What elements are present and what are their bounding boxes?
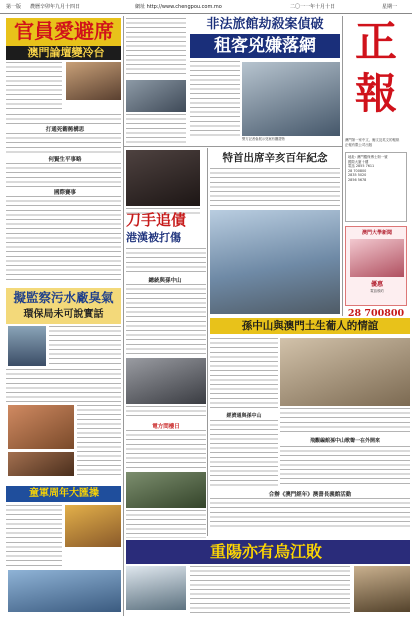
photo-official bbox=[8, 326, 46, 366]
headline-text: 擬監察污水廠臭氣 bbox=[13, 290, 114, 305]
headline-text: 童軍周年大匯操 bbox=[29, 488, 99, 499]
article-text bbox=[280, 408, 410, 434]
article-text bbox=[6, 133, 121, 155]
article-text bbox=[126, 114, 186, 148]
headline-inn-robbery: 非法旅館劫殺案偵破 bbox=[206, 17, 324, 32]
section-subhead: 飛觀編館孫中山歌聲一在外開來 bbox=[309, 438, 380, 444]
article-text bbox=[126, 406, 206, 420]
photo-inn bbox=[126, 80, 186, 112]
section-subhead: 何賢生平事略 bbox=[48, 157, 82, 163]
article-text bbox=[6, 505, 62, 567]
subheadline-bar bbox=[190, 34, 340, 58]
photo-forum bbox=[66, 62, 121, 100]
photo-victim bbox=[126, 150, 200, 206]
ad-photo bbox=[350, 239, 404, 277]
article-text bbox=[210, 420, 278, 486]
photo-portraits bbox=[280, 338, 410, 406]
lunar-date: 農曆辛卯年九月十四日 bbox=[30, 4, 81, 10]
ad-caption: 電話預約 bbox=[370, 289, 384, 293]
article-text bbox=[126, 510, 206, 538]
photo-sewage-plant bbox=[8, 405, 74, 449]
article-text bbox=[210, 338, 278, 408]
ad-title: 澳門大學新聞 bbox=[361, 230, 392, 236]
headline-text: 官員愛避席 bbox=[14, 19, 114, 43]
ad-phone: 28 700800 bbox=[347, 308, 405, 319]
header-bar bbox=[0, 0, 412, 14]
article-text bbox=[6, 369, 121, 403]
subheadline-text: 租客兇嫌落網 bbox=[214, 36, 316, 56]
ad-block bbox=[345, 226, 407, 306]
contact-box bbox=[345, 152, 407, 222]
column-divider bbox=[123, 16, 124, 616]
article-text bbox=[210, 168, 340, 208]
photo-mountain bbox=[126, 566, 186, 610]
headline-officials-absent bbox=[6, 18, 121, 46]
photo-sewage-detail bbox=[8, 452, 74, 476]
article-text bbox=[6, 196, 121, 282]
weekday: 星期一 bbox=[382, 4, 398, 10]
photo-memorial bbox=[126, 472, 206, 508]
issue-date: 二〇一一年十月十日 bbox=[290, 4, 336, 10]
section-subhead: 國際賽事 bbox=[53, 190, 76, 196]
ad-name: 優惠 bbox=[370, 281, 383, 288]
section-subhead: 經濟通與孫中山 bbox=[226, 413, 262, 419]
headline-text: 孫中山與澳門土生葡人的情誼 bbox=[241, 320, 379, 332]
section-subhead: 總統與孫中山 bbox=[148, 278, 182, 284]
photo-caption: 警方記者會展示兇案有關證物 bbox=[242, 137, 285, 141]
masthead-char-bao: 報 bbox=[354, 69, 397, 118]
section-subhead: 合辦《澳門經年》澳書長義館活動 bbox=[268, 492, 352, 498]
bottom-banner bbox=[126, 540, 410, 564]
article-text bbox=[6, 163, 121, 187]
article-text bbox=[6, 62, 62, 112]
photo-commemoration bbox=[210, 210, 340, 314]
headline-sun-yatsen-bar bbox=[210, 318, 410, 334]
headline-scouts bbox=[6, 486, 121, 502]
subheadline-text: 澳門論壇變冷台 bbox=[27, 46, 105, 59]
column-divider bbox=[207, 148, 208, 536]
subheadline-knife: 港漢被打傷 bbox=[126, 231, 181, 244]
article-text bbox=[77, 405, 121, 475]
article-text bbox=[210, 498, 410, 528]
photo-scouts-2 bbox=[8, 570, 121, 612]
page-label: 第一版 bbox=[6, 4, 22, 10]
website-link[interactable]: 網址 http://www.chengpou.com.mo bbox=[135, 4, 222, 10]
photo-scouts bbox=[65, 505, 121, 547]
headline-text: 重陽亦有烏江敗 bbox=[209, 542, 322, 561]
photo-press-conference bbox=[242, 62, 340, 136]
article-text bbox=[6, 114, 121, 124]
subheadline-text: 環保局未可說實話 bbox=[23, 309, 104, 320]
article-text bbox=[126, 18, 186, 78]
headline-sewage bbox=[6, 288, 121, 324]
article-text bbox=[190, 61, 240, 137]
article-text bbox=[49, 326, 121, 366]
row-divider bbox=[124, 146, 342, 147]
article-text bbox=[126, 430, 206, 470]
masthead-block bbox=[345, 16, 407, 136]
masthead-char-zheng: 正 bbox=[354, 17, 397, 66]
section-subhead: 電方問樓日 bbox=[152, 424, 180, 430]
section-subhead: 打通死衚衕構思 bbox=[45, 127, 85, 133]
photo-ceremony bbox=[126, 358, 206, 404]
contact-text: 地址: 澳門羅保博士街一號 國際大廈十樓 電話 2855 7611 28 700800 2835 5020 2856 5678 bbox=[348, 155, 388, 182]
masthead-info: 澳門第一家中文、葡文及英文的報紙 正報有限公司出版 bbox=[345, 138, 400, 147]
column-divider bbox=[342, 16, 343, 316]
photo-portrait bbox=[354, 566, 410, 612]
article-text bbox=[280, 446, 410, 486]
article-text bbox=[126, 284, 206, 356]
subheadline-forum bbox=[6, 46, 121, 60]
article-text bbox=[126, 248, 206, 274]
headline-knife: 刀手追債 bbox=[126, 211, 187, 229]
headline-xinhai: 特首出席辛亥百年紀念 bbox=[222, 152, 328, 164]
article-text bbox=[190, 566, 350, 616]
